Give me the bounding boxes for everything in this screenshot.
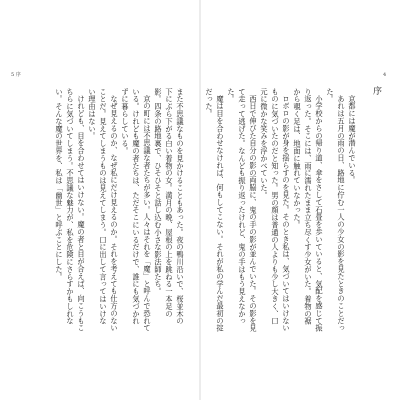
right-page-body xyxy=(205,88,358,332)
left-page-body xyxy=(55,88,186,332)
right-page-folio: 4 xyxy=(383,72,387,78)
paragraph: また不思議なものを見かけることもあった。夜の鴨川沿いで、桜並木の下にぶら下がる白い着物の女。満月の晩、屋根の上を跳ねる一本足の影。四条の路地裏で、ひそひそと話し込む小さな影法師たち。 xyxy=(154,88,185,325)
left-page-folio: 5 序 xyxy=(11,72,21,78)
paragraph: 京都には魔が潜んでいる。 xyxy=(348,95,357,184)
paragraph: あれは五月の雨の日、路地に佇む一人の少女の影を見たときのことだった。 xyxy=(326,88,346,332)
paragraph: 京の町には不思議な者たちが多い。人々はそれを「魔」と呼んで恐れている。けれども魔の者たちは、ただそこにいるだけで、誰にも気づかれずに暮らしている。 xyxy=(121,88,152,332)
paragraph: なぜ見えるのか、なぜ私にだけ見えるのか。それを考えても仕方のないことだ。見えてしまうものは見えてしまう。口に出して言ってはいけない理由はない。 xyxy=(88,88,119,332)
paragraph: ロボロの影が身を揺らすのを見た。そのとき私は、気づいてはいけないものに気づいたのだと知った。男の顔は普通の人よりも少し大きく、口元に微かな笑みを浮かべていた。 xyxy=(260,88,291,332)
paragraph: 西日で伸びた自分の影の両脇に、鬼の手の影が並んでいた。その影を見て走って逃げた。なんども振り返ったけれど、鬼の手はもう見えなかった。 xyxy=(227,88,258,332)
paragraph: 魔は目を合わせなければ、何もしてこない。それが私の学んだ最初の掟だった。 xyxy=(205,88,225,332)
paragraph: けれども、目を合わせてはいけない。魔の者と目が合えば、向こうもこちらに気づいてしまう。不思議な魅力が、私を危険にさらすかもしれない。そんな魔の世界を、私は「幽世」と呼ぶことにした。 xyxy=(55,88,86,332)
paragraph: 小学校からの帰り道、傘をさして石畳を歩いていると、気配を感じて振り返った。そこには、雨に濡れたまま立ち尽くす少女がいた。着物の裾から覗く足は、地面に触れていなかった。 xyxy=(293,88,324,332)
chapter-heading: 序 xyxy=(371,86,381,95)
